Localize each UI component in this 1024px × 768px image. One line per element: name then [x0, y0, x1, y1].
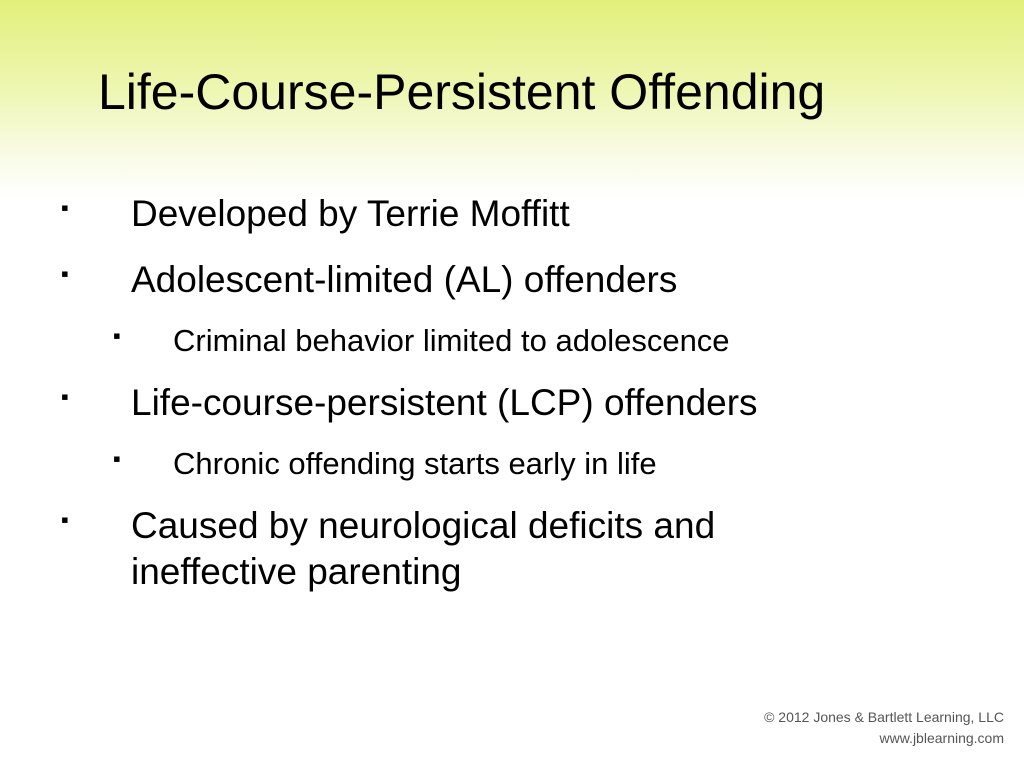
sub-bullet-item	[113, 322, 730, 360]
bullet-item	[61, 380, 758, 426]
slide-title: Life-Course-Persistent Offending	[98, 64, 826, 120]
bullet-text: Adolescent-limited (AL) offenders	[131, 259, 678, 300]
sub-bullet-item	[113, 445, 657, 483]
sub-bullet-text: Chronic offending starts early in life	[173, 446, 657, 481]
bullet-text: Life-course-persistent (LCP) offenders	[131, 382, 758, 423]
bullet-marker-icon: ▪	[61, 195, 69, 220]
bullet-item	[61, 191, 570, 237]
website-text: www.jblearning.com	[879, 730, 1004, 746]
copyright-text: © 2012 Jones & Bartlett Learning, LLC	[764, 709, 1004, 725]
bullet-marker-icon: ▪	[61, 507, 69, 532]
bullet-text-line: ineffective parenting	[131, 551, 462, 592]
sub-bullet-marker-icon: ▪	[113, 323, 121, 348]
bullet-marker-icon: ▪	[61, 261, 69, 286]
bullet-marker-icon: ▪	[61, 384, 69, 409]
bullet-item	[61, 257, 678, 303]
bullet-text-line: Caused by neurological deficits and	[131, 505, 716, 546]
bullet-item	[61, 503, 716, 595]
sub-bullet-marker-icon: ▪	[113, 446, 121, 471]
bullet-text: Developed by Terrie Moffitt	[131, 193, 570, 234]
copyright-footer	[764, 707, 1004, 749]
sub-bullet-text: Criminal behavior limited to adolescence	[173, 323, 730, 358]
